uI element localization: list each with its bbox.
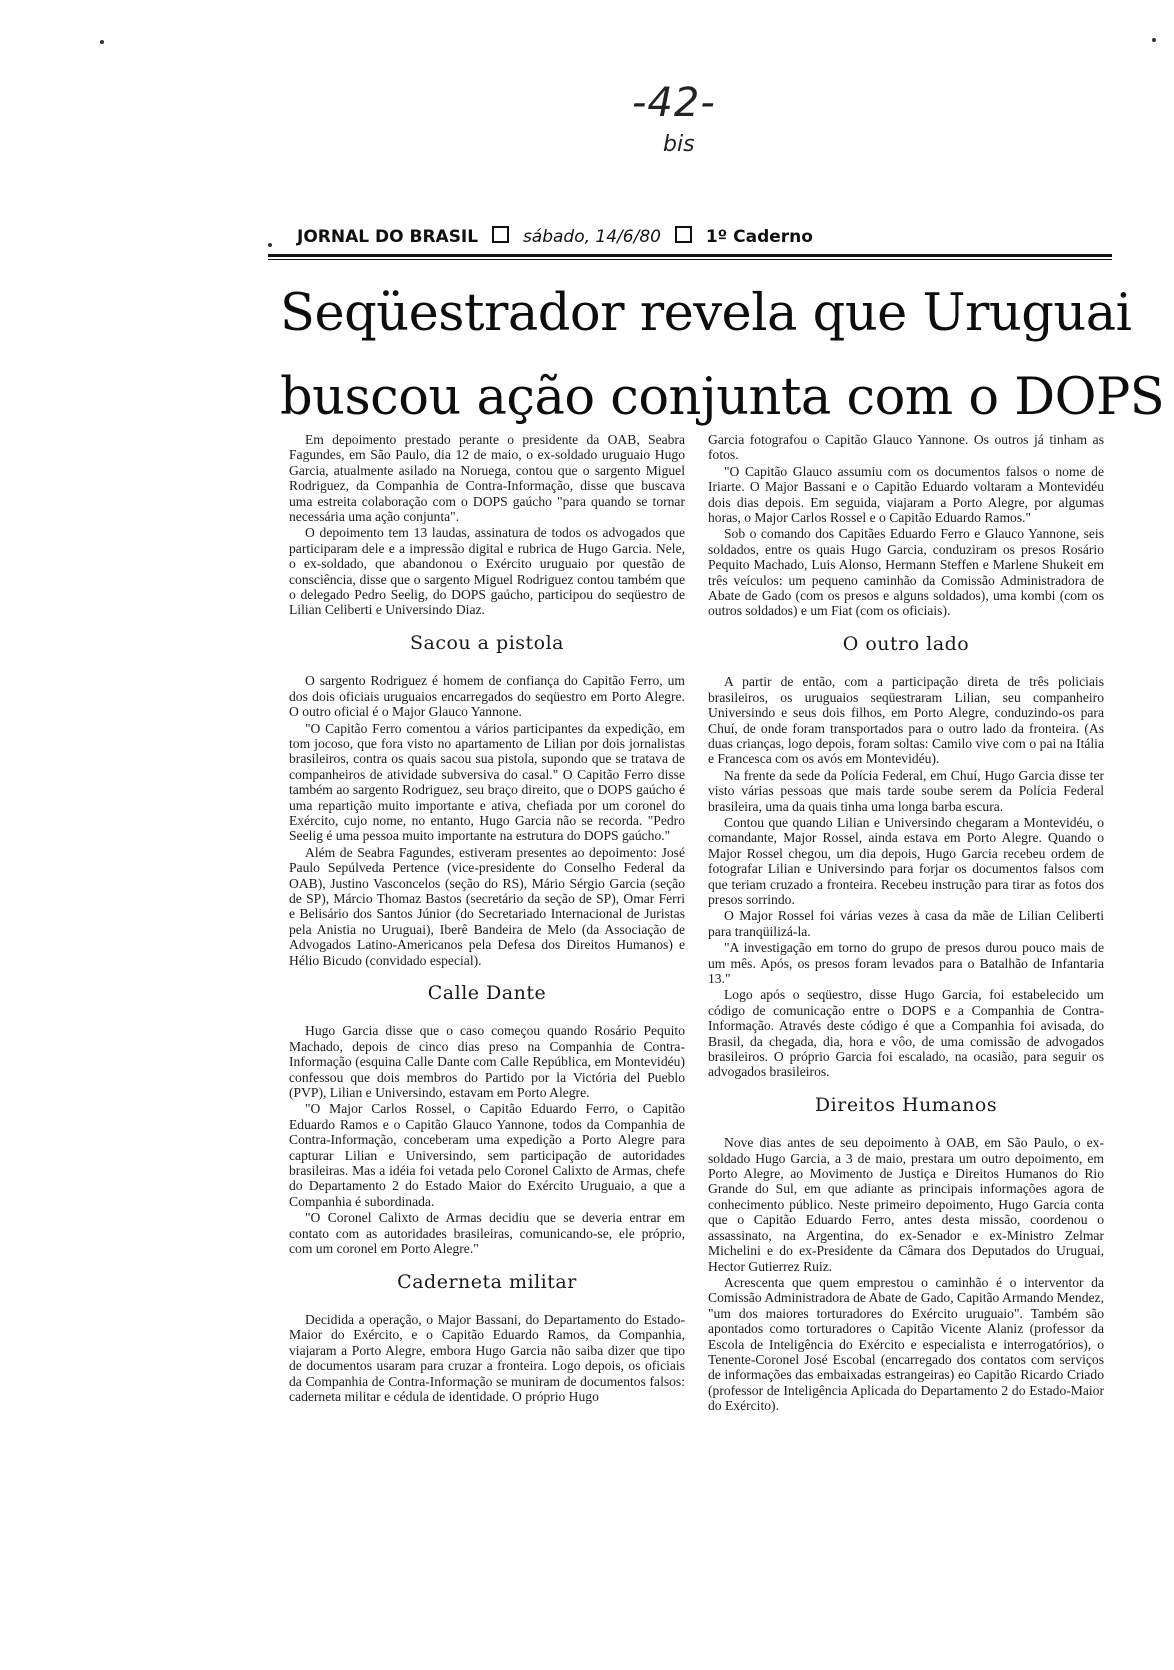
paragraph: Contou que quando Lilian e Universindo chegaram a Montevidéu, o comandante, Major Rossel, ainda estava em Porto Alegre. Quando o Major Rossel chegou, um dia depois, Hugo Garcia recebeu ordem de fotografar Lilian e Universindo para forjar os documentos falsos com que teriam cruzado a fronteira. Recebeu instrução para tirar as fotos dos presos sorrindo. bbox=[708, 814, 1104, 907]
paragraph: "A investigação em torno do grupo de presos durou pouco mais de um mês. Após, os presos foram levados para o Batalhão de Infantaria 13." bbox=[708, 940, 1104, 986]
paragraph: Decidida a operação, o Major Bassani, do Departamento do Estado-Maior do Exército, e o Capitão Eduardo Ramos, da Companhia, viajaram a Porto Alegre, embora Hugo Garcia não saiba dizer que tipo de documentos usaram para cruzar a fronteira. Logo depois, os oficiais da Companhia de Contra-Informação se muniram de documentos falsos: caderneta militar e cédula de identidade. O próprio Hugo bbox=[289, 1311, 685, 1404]
paragraph: O Major Rossel foi várias vezes à casa da mãe de Lilian Celiberti para tranqüilizá-la. bbox=[708, 908, 1104, 939]
handwritten-page-number: -42- bbox=[632, 80, 716, 126]
subheading: Direitos Humanos bbox=[814, 1093, 998, 1116]
paragraph: Logo após o seqüestro, disse Hugo Garcia, foi estabelecido um código de comunicação entre o DOPS e a Companhia de Contra-Informação. Através deste código é que a Companhia foi avisada, do Brasil, da chegada, dia, hora e vôo, de uma comissão de advogados brasileiros. O próprio Garcia foi escalado, na ocasião, para seguir os advogados brasileiros. bbox=[708, 987, 1104, 1080]
paragraph: Hugo Garcia disse que o caso começou quando Rosário Pequito Machado, depois de cinco dias preso na Companhia de Contra-Informação (esquina Calle Dante com Calle República, em Montevidéu) confessou que dois membros do Partido por la Victória del Pueblo (PVP), Lilian e Universindo, estavam em Porto Alegre. bbox=[289, 1023, 685, 1101]
scan-speck bbox=[1152, 38, 1156, 42]
paragraph: Além de Seabra Fagundes, estiveram presentes ao depoimento: José Paulo Sepúlveda Pertence (vice-presidente do Conselho Federal da OAB), Justino Vasconcelos (seção do RS), Mário Sérgio Garcia (seção de SP), Márcio Thomaz Bastos (secretário da seção de SP), Omar Ferri e Belisário dos Santos Júnior (do Secretariado Internacional de Juristas pela Anistia no Uruguai), Iberê Bandeira de Melo (da Associação de Advogados Latino-Americanos pela Defesa dos Direitos Humanos) e Hélio Bicudo (convidado especial). bbox=[289, 844, 685, 968]
headline-line-1: Seqüestrador revela que Uruguai bbox=[280, 284, 1132, 343]
subheading: Calle Dante bbox=[427, 982, 547, 1004]
separator-box-icon bbox=[492, 226, 509, 243]
paragraph: A partir de então, com a participação direta de três policiais brasileiros, os uruguaios seqüestraram Lilian, seu companheiro Universindo e seus dois filhos, em Porto Alegre, conduzindo-os para Chuí, de onde foram transportados para o outro lado da fronteira. (As duas crianças, logo depois, foram soltas: Camilo vive com o pai na Itália e Francesca com os avós em Montevidéu). bbox=[708, 674, 1104, 767]
subheading: Caderneta militar bbox=[397, 1270, 577, 1293]
masthead bbox=[297, 226, 813, 247]
paragraph: "O Major Carlos Rossel, o Capitão Eduardo Ferro, o Capitão Eduardo Ramos e o Capitão Glauco Yannone, todos da Companhia de Contra-Informação, conceberam uma expedição a Porto Alegre para capturar Lilian e Universindo, sem participação de autoridades brasileiras. Mas a idéia foi vetada pelo Coronel Calixto de Armas, chefe do Departamento 2 do Estado Maior do Exército Uruguaio, a que a Companhia é subordinada. bbox=[289, 1101, 685, 1209]
paragraph: Em depoimento prestado perante o presidente da OAB, Seabra Fagundes, em São Paulo, dia 12 de maio, o ex-soldado uruguaio Hugo Garcia, atualmente asilado na Noruega, contou que o sargento Miguel Rodriguez, da Companhia de Contra-Informação, disse que buscava uma estreita colaboração com o DOPS gaúcho "para quando se tornar necessária uma ação conjunta". bbox=[289, 432, 685, 525]
headline bbox=[280, 272, 1165, 440]
paragraph: O sargento Rodriguez é homem de confiança do Capitão Ferro, um dos dois oficiais uruguaios encarregados do seqüestro em Porto Alegre. O outro oficial é o Major Glauco Yannone. bbox=[289, 673, 685, 720]
separator-box-icon bbox=[675, 226, 692, 243]
subheading: Sacou a pistola bbox=[409, 631, 565, 654]
paragraph: Garcia fotografou o Capitão Glauco Yannone. Os outros já tinham as fotos. bbox=[708, 432, 1104, 463]
article-column-right bbox=[708, 432, 1104, 1414]
paragraph: "O Coronel Calixto de Armas decidiu que se deveria entrar em contato com as autoridades brasileiras, comunicando-se, ele próprio, com um coronel em Porto Alegre." bbox=[289, 1210, 685, 1257]
masthead-rule-thin bbox=[268, 259, 1112, 260]
paragraph: Nove dias antes de seu depoimento à OAB, em São Paulo, o ex-soldado Hugo Garcia, a 3 de maio, prestara um outro depoimento, em Porto Alegre, ao Movimento de Justiça e Direitos Humanos do Rio Grande do Sul, em que adiante as principais informações agora de conhecimento público. Neste primeiro depoimento, Hugo Garcia conta que o Capitão Eduardo Ferro, antes desta missão, coordenou o assassinato, na Argentina, do ex-Senador e ex-Ministro Zelmar Michelini e do ex-Presidente da Câmara dos Deputados do Uruguai, Hector Gutierrez Ruiz. bbox=[708, 1135, 1104, 1274]
paragraph: O depoimento tem 13 laudas, assinatura de todos os advogados que participaram dele e a impressão digital e rubrica de Hugo Garcia. Nele, o ex-soldado, que abandonou o Exército uruguaio por questão de consciência, disse que o sargento Miguel Rodriguez contou também que o delegado Pedro Seelig, do DOPS gaúcho, participou do seqüestro de Lilian Celiberti e Universindo Diaz. bbox=[289, 525, 685, 618]
newspaper-name: JORNAL DO BRASIL bbox=[297, 227, 479, 247]
paragraph: "O Capitão Glauco assumiu com os documentos falsos o nome de Iriarte. O Major Bassani e o Capitão Eduardo voltaram a Montevidéu dois dias depois. Em seguida, viajaram a Porto Alegre, por algumas horas, o Major Carlos Rossel e o Capitão Eduardo Ramos." bbox=[708, 463, 1104, 526]
handwritten-note: bis bbox=[663, 132, 695, 157]
scan-speck bbox=[268, 243, 272, 247]
section-name: 1º Caderno bbox=[705, 227, 813, 247]
paragraph: Na frente da sede da Polícia Federal, em Chuí, Hugo Garcia disse ter visto várias pessoas que mais tarde soube serem da Polícia Federal brasileira, uma da quais tinha uma longa barba escura. bbox=[708, 767, 1104, 814]
paragraph: Sob o comando dos Capitães Eduardo Ferro e Glauco Yannone, seis soldados, entre os quais Hugo Garcia, conduziram os presos Rosário Pequito Machado, Luis Alonso, Hermann Steffen e Marlene Shukeit em três veículos: um pequeno caminhão da Comissão Administradora de Abate de Gado (com os presos e alguns soldados), uma kombi (com os outros soldados) e um Fiat (com os oficiais). bbox=[708, 526, 1104, 619]
issue-date: sábado, 14/6/80 bbox=[522, 227, 661, 247]
headline-line-2: buscou ação conjunta com o DOPS bbox=[280, 368, 1165, 427]
masthead-rule bbox=[268, 254, 1112, 257]
paragraph: "O Capitão Ferro comentou a vários participantes da expedição, em tom jocoso, que fora visto no apartamento de Lilian por dois jornalistas brasileiros, contra os quais sacou sua pistola, supondo que se tratava de companheiros de atividade subversiva do casal." O Capitão Ferro disse também ao sargento Rodriguez, seu braço direito, que o DOPS gaúcho é uma repartição muito importante e ativa, chefiada por um coronel do Exército, cujo nome, no entanto, Hugo Garcia não se recorda. "Pedro Seelig é uma pessoa muito importante na estrutura do DOPS gaúcho." bbox=[289, 720, 685, 844]
paragraph: Acrescenta que quem emprestou o caminhão é o interventor da Comissão Administradora de Abate de Gado, Capitão Armando Mendez, "um dos maiores torturadores do Exército uruguaio". Também são apontados como torturadores o Capitão Vicente Alaniz (professor da Escola de Inteligência do Exército e especialista e interrogatórios), o Tenente-Coronel José Escobal (encarregado dos contatos com serviços de informações das embaixadas estrangeiras) eo Capitão Ricardo Criado (professor de Inteligência Aplicada do Departamento 2 do Estado-Maior do Exército). bbox=[708, 1274, 1104, 1414]
article-column-left bbox=[289, 432, 685, 1404]
scan-speck bbox=[100, 40, 104, 44]
subheading: O outro lado bbox=[842, 632, 970, 655]
